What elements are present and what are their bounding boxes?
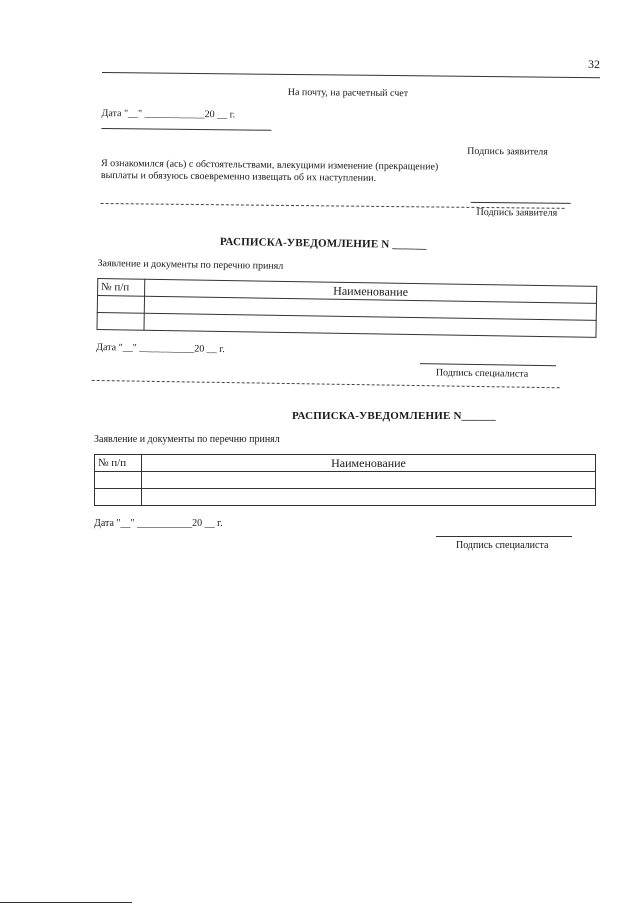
receipt-notice-2 xyxy=(94,410,599,570)
col-name-header: Наименование xyxy=(142,455,596,472)
specialist-signature-label: Подпись специалиста xyxy=(456,540,549,551)
documents-table xyxy=(94,454,596,506)
footnote-separator xyxy=(0,902,132,903)
table-row xyxy=(95,472,596,489)
delivery-method-line xyxy=(102,72,600,78)
acknowledgement-line-1: Я ознакомился (ась) с обстоятельствами, влекущими изменение (прекращение) xyxy=(100,157,439,173)
table-row xyxy=(95,489,596,506)
table-header-row xyxy=(95,455,596,472)
signature-line xyxy=(101,128,271,131)
delivery-method-label: На почту, на расчетный счет xyxy=(287,86,409,100)
page-number: 32 xyxy=(588,57,600,71)
receipt-intro: Заявление и документы по перечню принял xyxy=(94,434,280,445)
applicant-signature-label: Подпись заявителя xyxy=(467,145,548,158)
receipt-intro: Заявление и документы по перечню принял xyxy=(97,257,284,272)
signature-line xyxy=(471,202,571,204)
documents-table xyxy=(96,278,597,338)
date-line: Дата "__" ___________20 __ г. xyxy=(94,518,223,529)
receipt-title: РАСПИСКА-УВЕДОМЛЕНИЕ N______ xyxy=(292,410,496,422)
applicant-signature-label: Подпись заявителя xyxy=(476,206,558,219)
col-name-header: Наименование xyxy=(145,279,597,303)
specialist-signature-label: Подпись специалиста xyxy=(435,367,529,380)
date-line: Дата "__" ____________20 __ г. xyxy=(101,107,236,121)
date-line: Дата "__" ___________20 __ г. xyxy=(96,341,225,356)
receipt-title: РАСПИСКА-УВЕДОМЛЕНИЕ N ______ xyxy=(219,235,427,252)
application-footer xyxy=(100,72,602,237)
receipt-notice-1 xyxy=(95,234,602,402)
acknowledgement-line-2: выплаты и обязуюсь своевременно извещать об их наступлении. xyxy=(100,169,377,184)
cut-line xyxy=(92,380,560,388)
signature-line xyxy=(436,536,572,537)
col-num-header: № п/п xyxy=(95,455,142,472)
col-num-header: № п/п xyxy=(98,279,145,297)
signature-line xyxy=(420,363,556,366)
